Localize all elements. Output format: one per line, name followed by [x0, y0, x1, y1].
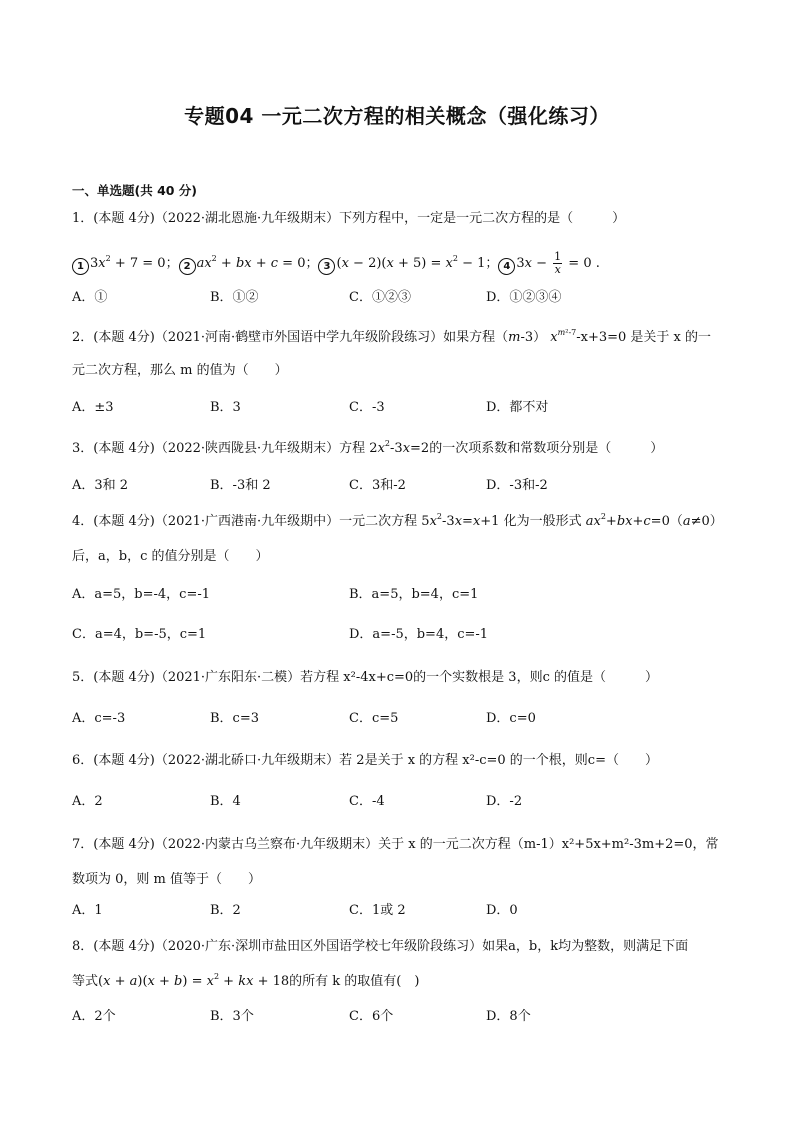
q7-option-c: C．1或 2 — [349, 903, 406, 918]
q7-option-a: A．1 — [72, 903, 103, 918]
q7-option-d: D．0 — [486, 903, 518, 918]
q6-option-a: A．2 — [72, 794, 103, 809]
q5-option-c: C．c=5 — [349, 711, 399, 726]
q4-option-c: C．a=4，b=-5，c=1 — [72, 627, 207, 642]
q2-stem: 2．(本题 4分)（2021·河南·鹤壁市外国语中学九年级阶段练习）如果方程（m-3） $x^{m^2-7}-x+3=0$ 是关于 x 的一 — [72, 328, 712, 345]
q3-option-b: B．-3和 2 — [210, 478, 271, 493]
q4-option-b: B．a=5，b=4，c=1 — [349, 587, 479, 602]
page-title: 专题04 一元二次方程的相关概念（强化练习） — [184, 104, 610, 128]
q8-stem: 8．(本题 4分)（2020·广东·深圳市盐田区外国语学校七年级阶段练习）如果a，b，k均为整数，则满足下面 — [72, 939, 689, 954]
q1-option-c: C．①②③ — [349, 290, 411, 305]
q3-option-a: A．3和 2 — [72, 478, 129, 493]
q2-option-a: A．±3 — [72, 400, 114, 415]
q1-option-b: B．①② — [210, 290, 259, 305]
q6-option-b: B．4 — [210, 794, 241, 809]
q6-option-d: D．-2 — [486, 794, 523, 809]
q4-stem: 4．(本题 4分)（2021·广西港南·九年级期中）一元二次方程 $5x^2-3x=x+1$ 化为一般形式 $ax^2+bx+c=0(a\ne 0)$ — [72, 512, 723, 529]
q8-stem-line2: 等式$(x + a)(x + b) = x^2$ + kx + 18的所有 k 的取值有( ) — [72, 972, 420, 989]
q1-equations: 1 $3x^2 + 7 = 0$； 2 $ax^2$ + bx + c = 0； 3 $(x - 2)(x + 5) = x^2 - 1$； 4 3x − $\frac{1}{x}$ = 0 . — [72, 251, 600, 276]
q3-option-c: C．3和-2 — [349, 478, 406, 493]
q5-option-b: B．c=3 — [210, 711, 259, 726]
q8-option-c: C．6个 — [349, 1009, 394, 1024]
q1-option-a: A．① — [72, 290, 108, 305]
q7-stem: 7．(本题 4分)（2022·内蒙古乌兰察布·九年级期末）关于 x 的一元二次方程（m-1）x²+5x+m²-3m+2=0，常 — [72, 837, 719, 852]
q6-stem: 6．(本题 4分)（2022·湖北硚口·九年级期末）若 2是关于 x 的方程 x²-c=0 的一个根，则c=（ ） — [72, 753, 658, 768]
q3-stem: 3．(本题 4分)（2022·陕西陇县·九年级期末）方程 $2x^2-3x=2$的一次项系数和常数项分别是（ ） — [72, 439, 664, 456]
q2-option-d: D．都不对 — [486, 400, 549, 415]
q8-option-d: D．8个 — [486, 1009, 531, 1024]
q2-option-b: B．3 — [210, 400, 241, 415]
q2-option-c: C．-3 — [349, 400, 385, 415]
q5-option-d: D．c=0 — [486, 711, 536, 726]
q1-stem: 1．(本题 4分)（2022·湖北恩施·九年级期末）下列方程中，一定是一元二次方程的是（ ） — [72, 211, 626, 226]
q1-option-d: D．①②③④ — [486, 290, 562, 305]
q5-stem: 5．(本题 4分)（2021·广东阳东·二模）若方程 x²-4x+c=0的一个实数根是 3，则c 的值是（ ） — [72, 670, 658, 685]
q8-option-a: A．2个 — [72, 1009, 116, 1024]
q4-option-a: A．a=5，b=-4，c=-1 — [72, 587, 211, 602]
q4-stem-line2: 后，a，b，c 的值分别是（ ） — [72, 549, 269, 564]
q6-option-c: C．-4 — [349, 794, 385, 809]
q2-stem-line2: 元二次方程，那么 m 的值为（ ） — [72, 363, 288, 378]
q3-option-d: D．-3和-2 — [486, 478, 548, 493]
q7-stem-line2: 数项为 0，则 m 值等于（ ） — [72, 872, 261, 887]
section-heading: 一、单选题(共 40 分) — [72, 183, 198, 198]
q4-option-d: D．a=-5，b=4，c=-1 — [349, 627, 489, 642]
q8-option-b: B．3个 — [210, 1009, 254, 1024]
q7-option-b: B．2 — [210, 903, 241, 918]
q5-option-a: A．c=-3 — [72, 711, 126, 726]
